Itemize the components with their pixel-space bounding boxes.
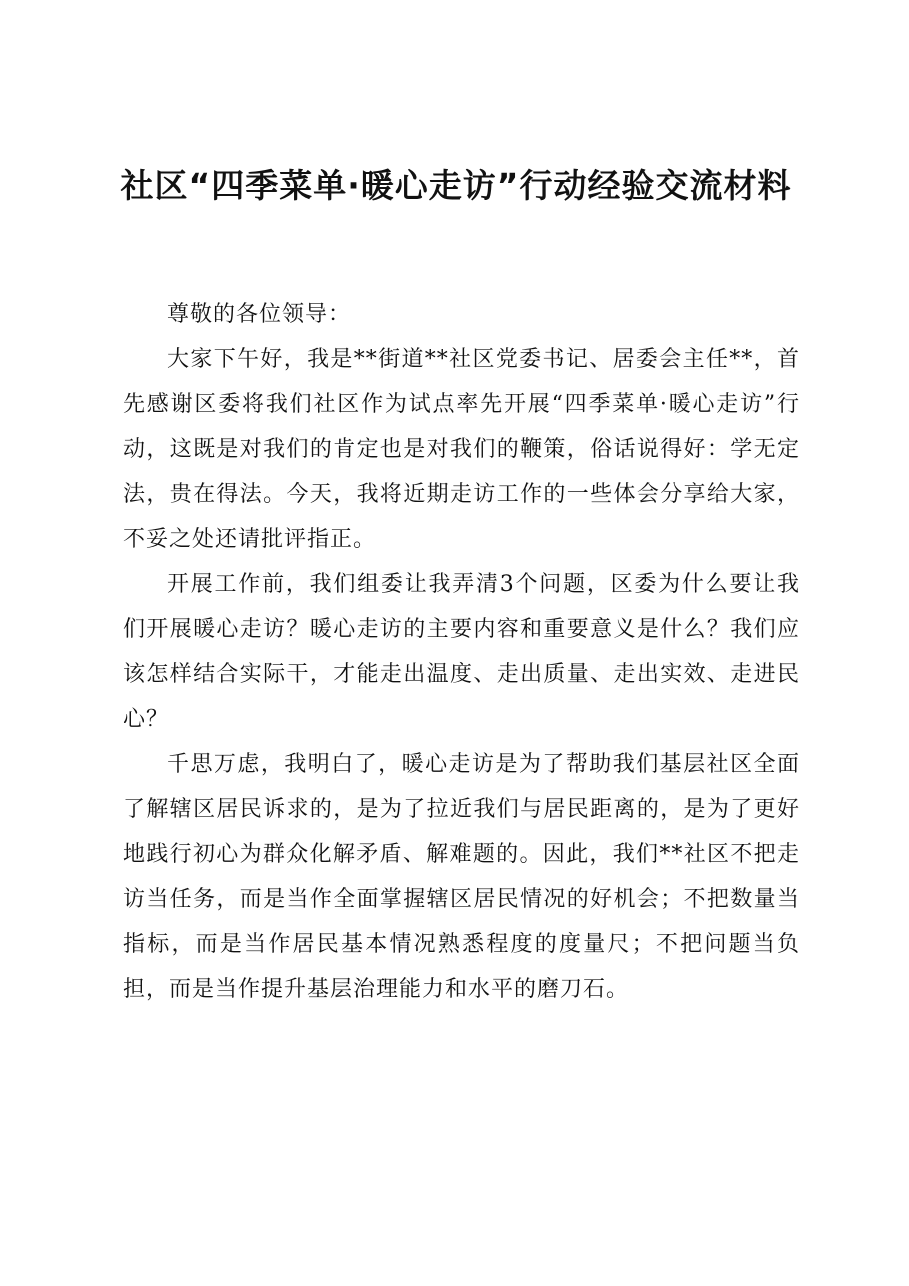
document-title: 社区“四季菜单·暖心走访”行动经验交流材料 bbox=[120, 166, 792, 205]
salutation: 尊敬的各位领导： bbox=[167, 302, 352, 327]
paragraph-3: 千思万虑，我明白了，暖心走访是为了帮助我们基层社区全面了解辖区居民诉求的，是为了拉近我们与居民距离的，是为了更好地践行初心为群众化解矛盾、解难题的。因此，我们**社区不把走访当任务，而是当作全面掌握辖区居民情况的好机会；不把数量当指标，而是当作居民基本情况熟悉程度的度量尺；不把问题当负担，而是当作提升基层治理能力和水平的磨刀石。 bbox=[123, 752, 800, 1002]
document-body bbox=[123, 292, 800, 1012]
paragraph-2: 开展工作前，我们组委让我弄清3个问题，区委为什么要让我们开展暖心走访？暖心走访的主要内容和重要意义是什么？我们应该怎样结合实际干，才能走出温度、走出质量、走出实效、走进民心？ bbox=[123, 572, 800, 732]
paragraph-1: 大家下午好，我是**街道**社区党委书记、居委会主任**，首先感谢区委将我们社区作为试点率先开展“四季菜单·暖心走访”行动，这既是对我们的肯定也是对我们的鞭策，俗话说得好：学无定法，贵在得法。今天，我将近期走访工作的一些体会分享给大家，不妥之处还请批评指正。 bbox=[123, 347, 800, 552]
